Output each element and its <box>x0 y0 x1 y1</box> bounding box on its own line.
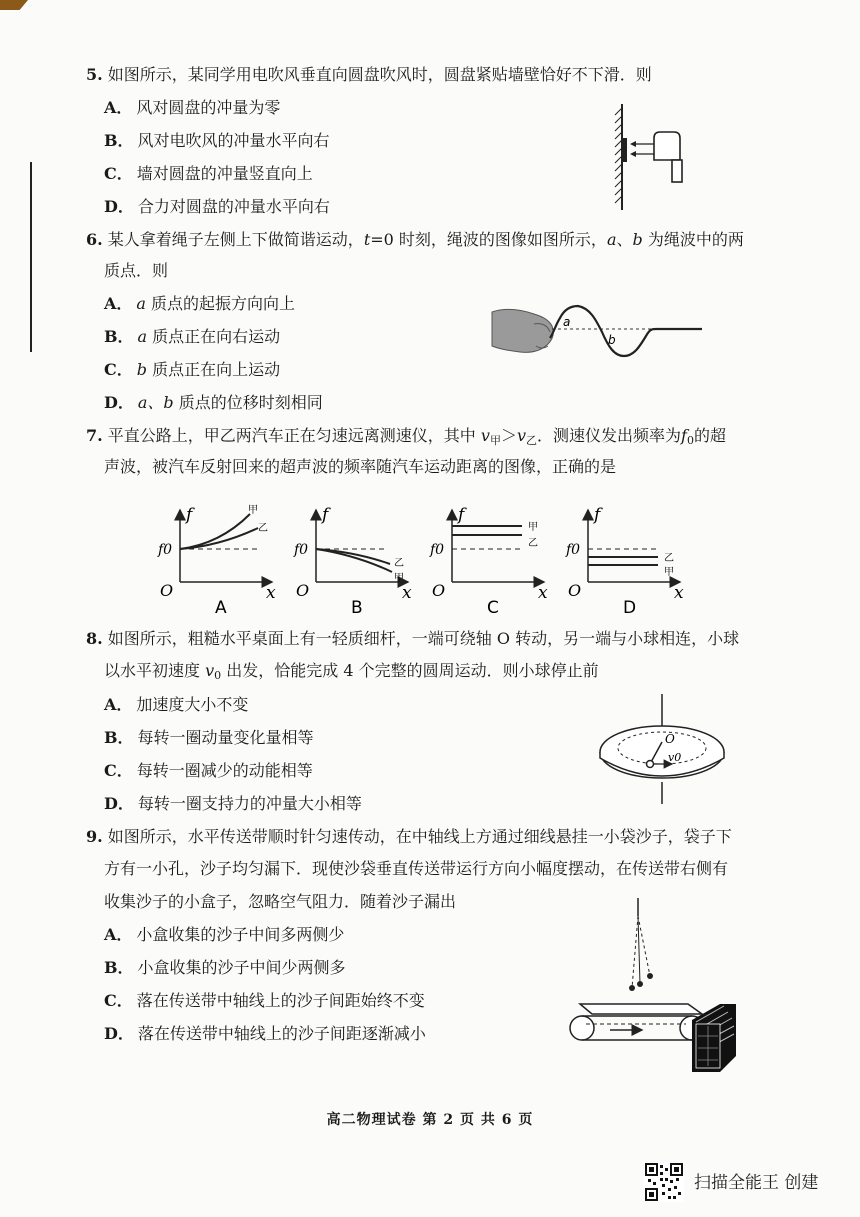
option-letter: B． <box>104 958 134 977</box>
q9-number: 9. <box>86 827 103 846</box>
margin-mark <box>30 162 32 352</box>
axis-origin: O <box>432 581 446 600</box>
q6-stem-line1 <box>86 229 744 251</box>
q6-option-c[interactable] <box>104 359 280 381</box>
option-letter: D． <box>104 393 134 412</box>
q7-sub-yi: 乙 <box>526 434 537 447</box>
q5-option-d[interactable] <box>104 196 330 218</box>
q7-text: ．测速仪发出频率为 <box>537 426 682 445</box>
option-text: 加速度大小不变 <box>136 695 249 714</box>
option-letter: D． <box>104 197 134 216</box>
axis-label-f0: f0 <box>430 542 445 558</box>
q6-number: 6. <box>86 230 103 249</box>
legend-yi: 乙 <box>394 558 404 569</box>
q8-text: 如图所示，粗糙水平桌面上有一轻质细杆，一端可绕轴 O 转动，另一端与小球相连，小球 <box>107 629 740 648</box>
legend-jia: 甲 <box>248 505 258 516</box>
legend-yi: 乙 <box>528 538 538 549</box>
q8-number: 8. <box>86 629 103 648</box>
q7-graph-c[interactable] <box>429 505 548 618</box>
q5-text: 如图所示，某同学用电吹风垂直向圆盘吹风时，圆盘紧贴墙壁恰好不下滑．则 <box>107 65 652 84</box>
option-text: 墙对圆盘的冲量竖直向上 <box>136 164 313 183</box>
watermark-text: 扫描全能王 创建 <box>694 1173 819 1193</box>
q7-gt: ＞ <box>500 426 517 445</box>
option-text: 质点正在向上运动 <box>147 360 281 379</box>
axis-label-f: f <box>322 505 329 525</box>
legend-jia: 甲 <box>394 573 404 584</box>
axis-label-f: f <box>458 505 465 525</box>
option-text: 小盒收集的沙子中间多两侧少 <box>136 925 345 944</box>
option-text: 质点的起振方向向上 <box>145 294 296 313</box>
q7-sub-jia: 甲 <box>489 434 501 447</box>
q8-label-v0: v0 <box>668 751 682 764</box>
graph-caption: A <box>215 598 227 618</box>
q9-stem-line1 <box>86 826 732 848</box>
q8-var-v: v <box>205 661 215 680</box>
q8-option-c[interactable] <box>104 760 313 782</box>
q6-text: 、 <box>616 230 633 249</box>
q7-var-f: f <box>681 426 687 445</box>
option-var: a <box>136 294 146 313</box>
q6-label-a: a <box>563 315 571 329</box>
q5-option-b[interactable] <box>104 130 330 152</box>
axis-label-f0: f0 <box>566 542 581 558</box>
option-var: a、b <box>137 393 174 412</box>
legend-yi: 乙 <box>258 523 268 534</box>
q9-stem-line2: 方有一小孔，沙子均匀漏下．现使沙袋垂直传送带运行方向小幅度摆动，在传送带右侧有 <box>104 859 729 878</box>
option-letter: A． <box>104 925 133 944</box>
q8-option-a[interactable] <box>104 694 248 716</box>
q7-graphs <box>150 500 690 618</box>
axis-label-f: f <box>186 505 193 525</box>
graph-caption: B <box>351 598 363 618</box>
q6-var-b: b <box>632 230 643 249</box>
option-letter: D． <box>104 1024 134 1043</box>
q5-hairdryer-figure <box>610 102 700 214</box>
option-letter: A． <box>104 98 133 117</box>
q9-conveyor-figure <box>560 896 740 1074</box>
q9-text: 如图所示，水平传送带顺时针匀速传动，在中轴线上方通过细线悬挂一小袋沙子，袋子下 <box>107 827 732 846</box>
q9-option-b[interactable] <box>104 957 346 979</box>
axis-label-f0: f0 <box>294 542 309 558</box>
q6-text: 为绳波中的两 <box>642 230 744 249</box>
legend-jia: 甲 <box>528 522 538 533</box>
option-letter: D． <box>104 794 134 813</box>
option-text: 质点的位移时刻相同 <box>173 393 323 412</box>
q7-sub-0: 0 <box>686 434 694 447</box>
option-letter: A． <box>104 695 133 714</box>
q6-var-t: t <box>363 230 371 249</box>
graph-caption: C <box>487 598 499 618</box>
option-text: 小盒收集的沙子中间少两侧多 <box>137 958 346 977</box>
q7-text: 的超 <box>693 426 726 445</box>
q7-stem-line2: 声波，被汽车反射回来的超声波的频率随汽车运动距离的图像，正确的是 <box>104 457 617 476</box>
q8-sub-0: 0 <box>214 669 222 682</box>
q7-number: 7. <box>86 426 103 445</box>
q7-stem-line1 <box>86 425 726 452</box>
q7-var-v: v <box>480 426 490 445</box>
q7-a-curve-yi <box>180 528 258 549</box>
option-text: 落在传送带中轴线上的沙子间距逐渐减小 <box>137 1024 426 1043</box>
option-text: 风对圆盘的冲量为零 <box>136 98 281 117</box>
q8-option-d[interactable] <box>104 793 362 815</box>
option-text: 每转一圈减少的动能相等 <box>136 761 313 780</box>
option-letter: B． <box>104 131 134 150</box>
option-text: 落在传送带中轴线上的沙子间距始终不变 <box>136 991 425 1010</box>
page-footer: 高二物理试卷 第 2 页 共 6 页 <box>326 1112 534 1128</box>
axis-origin: O <box>296 581 310 600</box>
axis-label-x: x <box>538 583 548 603</box>
q7-var-v: v <box>516 426 526 445</box>
q8-circular-motion-figure <box>598 690 732 808</box>
q8-option-b[interactable] <box>104 727 314 749</box>
q5-number: 5. <box>86 65 103 84</box>
q7-graph-b[interactable] <box>293 505 412 618</box>
q8-text: 以水平初速度 <box>104 661 206 680</box>
q9-option-d[interactable] <box>104 1023 426 1045</box>
q9-option-c[interactable] <box>104 990 425 1012</box>
option-var: a <box>137 327 148 346</box>
graph-caption: D <box>623 598 637 618</box>
q6-label-b: b <box>608 333 616 347</box>
q8-label-o: O <box>665 732 675 746</box>
option-var: b <box>136 360 147 379</box>
axis-label-x: x <box>266 583 276 603</box>
qr-code-icon <box>644 1162 686 1202</box>
q8-text: 出发，恰能完成 4 个完整的圆周运动．则小球停止前 <box>221 661 599 680</box>
axis-label-x: x <box>674 583 684 603</box>
q6-option-a[interactable] <box>104 293 295 315</box>
q6-option-d[interactable] <box>104 392 323 414</box>
q6-text: =0 时刻，绳波的图像如图所示， <box>370 230 607 249</box>
axis-label-x: x <box>402 583 412 603</box>
option-letter: C． <box>104 360 133 379</box>
q5-option-c[interactable] <box>104 163 313 185</box>
option-text: 每转一圈支持力的冲量大小相等 <box>137 794 362 813</box>
scanner-watermark <box>644 1162 844 1202</box>
q7-graph-d[interactable] <box>565 505 684 618</box>
q8-stem-line2 <box>104 660 599 687</box>
option-letter: C． <box>104 991 133 1010</box>
q8-stem-line1 <box>86 628 739 650</box>
axis-origin: O <box>160 581 174 600</box>
option-text: 风对电吹风的冲量水平向右 <box>137 131 330 150</box>
q7-graph-a[interactable] <box>157 504 276 618</box>
axis-label-f: f <box>594 505 601 525</box>
q6-option-b[interactable] <box>104 326 280 348</box>
q9-stem-line3: 收集沙子的小盒子，忽略空气阻力．随着沙子漏出 <box>104 892 457 911</box>
scan-corner-mark <box>0 0 28 10</box>
q6-stem-line2: 质点．则 <box>104 261 169 280</box>
q9-option-a[interactable] <box>104 924 344 946</box>
option-text: 每转一圈动量变化量相等 <box>137 728 314 747</box>
q6-rope-wave-figure <box>490 302 715 366</box>
option-text: 合力对圆盘的冲量水平向右 <box>137 197 330 216</box>
legend-yi: 乙 <box>664 553 674 564</box>
legend-jia: 甲 <box>664 567 674 578</box>
q5-option-a[interactable] <box>104 97 280 119</box>
q7-text: 平直公路上，甲乙两汽车正在匀速远离测速仪，其中 <box>107 426 481 445</box>
axis-origin: O <box>568 581 582 600</box>
q6-text: 某人拿着绳子左侧上下做简谐运动， <box>107 230 364 249</box>
option-letter: B． <box>104 728 134 747</box>
q6-var-a: a <box>606 230 617 249</box>
axis-label-f0: f0 <box>158 542 173 558</box>
option-letter: B． <box>104 327 134 346</box>
option-letter: C． <box>104 761 133 780</box>
option-letter: C． <box>104 164 133 183</box>
option-text: 质点正在向右运动 <box>147 327 281 346</box>
q5-stem <box>86 64 652 86</box>
option-letter: A． <box>104 294 133 313</box>
